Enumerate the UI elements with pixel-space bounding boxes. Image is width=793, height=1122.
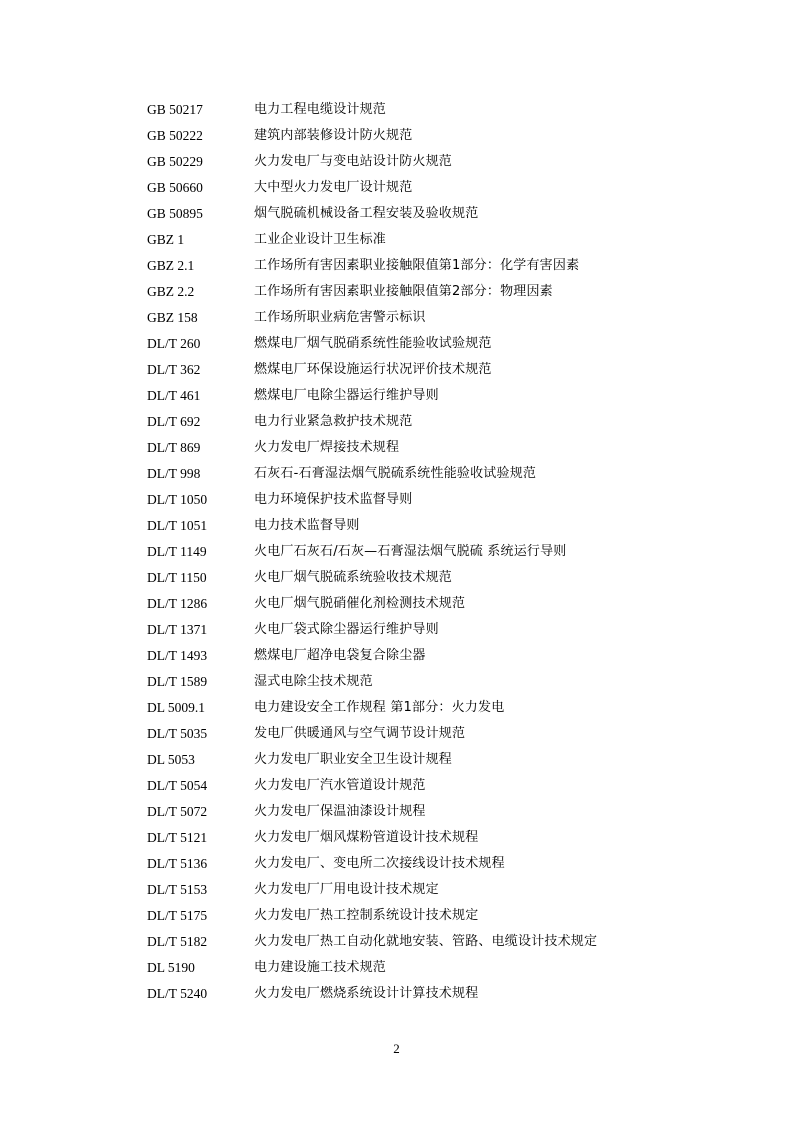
standard-title: 火力发电厂厂用电设计技术规定: [254, 882, 439, 897]
standard-code: DL/T 1589: [147, 674, 208, 689]
standard-code: DL/T 5175: [147, 908, 208, 923]
standard-title: 火力发电厂职业安全卫生设计规程: [254, 752, 453, 767]
standard-code: DL/T 692: [147, 414, 201, 429]
list-item: [147, 565, 707, 591]
list-item: [147, 773, 707, 799]
list-item: [147, 409, 707, 435]
standard-title: 工作场所有害因素职业接触限值第2部分：物理因素: [254, 284, 553, 299]
standard-code: GBZ 2.2: [147, 284, 195, 299]
standard-title: 烟气脱硫机械设备工程安装及验收规范: [254, 206, 479, 221]
list-item: [147, 851, 707, 877]
standard-title: 燃煤电厂环保设施运行状况评价技术规范: [254, 362, 492, 377]
standard-code: DL/T 5035: [147, 726, 208, 741]
standard-code: DL/T 1149: [147, 544, 207, 559]
list-item: [147, 461, 707, 487]
list-item: [147, 227, 707, 253]
list-item: [147, 591, 707, 617]
list-item: [147, 747, 707, 773]
standard-code: DL/T 1051: [147, 518, 208, 533]
list-item: [147, 617, 707, 643]
standard-title: 电力建设安全工作规程 第1部分：火力发电: [254, 700, 505, 715]
list-item: [147, 487, 707, 513]
standard-code: DL/T 1286: [147, 596, 208, 611]
list-item: [147, 903, 707, 929]
list-item: [147, 669, 707, 695]
standard-code: DL/T 1493: [147, 648, 208, 663]
standard-code: DL/T 5054: [147, 778, 208, 793]
standard-code: GBZ 1: [147, 232, 185, 247]
standard-code: DL/T 5121: [147, 830, 208, 845]
standard-title: 火力发电厂焊接技术规程: [254, 440, 400, 455]
standard-title: 工作场所职业病危害警示标识: [254, 310, 426, 325]
standard-title: 电力环境保护技术监督导则: [254, 492, 413, 507]
standard-title: 发电厂供暖通风与空气调节设计规范: [254, 726, 466, 741]
standard-title: 大中型火力发电厂设计规范: [254, 180, 413, 195]
standard-code: DL/T 1371: [147, 622, 208, 637]
standard-code: DL/T 5072: [147, 804, 208, 819]
standard-code: GB 50222: [147, 128, 203, 143]
standard-code: GB 50217: [147, 102, 203, 117]
standard-code: GB 50895: [147, 206, 203, 221]
list-item: [147, 955, 707, 981]
standards-list: [147, 97, 707, 1007]
page-number: 2: [393, 1041, 400, 1056]
standard-code: DL/T 260: [147, 336, 201, 351]
standard-title: 工业企业设计卫生标准: [254, 232, 387, 247]
standard-code: DL/T 461: [147, 388, 201, 403]
standard-code: GB 50229: [147, 154, 203, 169]
standard-code: GBZ 2.1: [147, 258, 195, 273]
list-item: [147, 279, 707, 305]
list-item: [147, 825, 707, 851]
standard-code: GB 50660: [147, 180, 203, 195]
standard-title: 工作场所有害因素职业接触限值第1部分：化学有害因素: [254, 258, 580, 273]
list-item: [147, 175, 707, 201]
standard-code: DL/T 5182: [147, 934, 208, 949]
standard-title: 燃煤电厂烟气脱硝系统性能验收试验规范: [254, 336, 492, 351]
list-item: [147, 695, 707, 721]
standard-title: 电力工程电缆设计规范: [254, 102, 387, 117]
list-item: [147, 305, 707, 331]
standard-title: 电力行业紧急救护技术规范: [254, 414, 413, 429]
list-item: [147, 981, 707, 1007]
list-item: [147, 643, 707, 669]
list-item: [147, 201, 707, 227]
list-item: [147, 331, 707, 357]
standard-code: DL/T 5240: [147, 986, 208, 1001]
standard-code: GBZ 158: [147, 310, 198, 325]
list-item: [147, 539, 707, 565]
standard-title: 火电厂袋式除尘器运行维护导则: [254, 622, 439, 637]
standard-title: 火力发电厂与变电站设计防火规范: [254, 154, 453, 169]
standard-code: DL/T 5136: [147, 856, 208, 871]
standard-title: 火力发电厂汽水管道设计规范: [254, 778, 426, 793]
standard-title: 石灰石-石膏湿法烟气脱硫系统性能验收试验规范: [254, 466, 537, 481]
list-item: [147, 149, 707, 175]
standard-title: 火电厂烟气脱硫系统验收技术规范: [254, 570, 453, 585]
list-item: [147, 721, 707, 747]
standard-title: 火电厂石灰石/石灰—石膏湿法烟气脱硫 系统运行导则: [254, 544, 567, 559]
standard-code: DL 5190: [147, 960, 195, 975]
list-item: [147, 123, 707, 149]
list-item: [147, 383, 707, 409]
list-item: [147, 435, 707, 461]
standard-title: 燃煤电厂电除尘器运行维护导则: [254, 388, 439, 403]
list-item: [147, 513, 707, 539]
list-item: [147, 799, 707, 825]
list-item: [147, 877, 707, 903]
standard-title: 火力发电厂燃烧系统设计计算技术规程: [254, 986, 479, 1001]
standard-code: DL/T 1150: [147, 570, 207, 585]
standard-title: 火力发电厂、变电所二次接线设计技术规程: [254, 856, 505, 871]
standard-title: 火力发电厂保温油漆设计规程: [254, 804, 426, 819]
standard-code: DL/T 362: [147, 362, 201, 377]
standard-title: 燃煤电厂超净电袋复合除尘器: [254, 648, 426, 663]
standard-title: 火力发电厂热工自动化就地安装、管路、电缆设计技术规定: [254, 934, 598, 949]
list-item: [147, 253, 707, 279]
standard-code: DL 5053: [147, 752, 195, 767]
standard-title: 电力建设施工技术规范: [254, 960, 387, 975]
standard-title: 湿式电除尘技术规范: [254, 674, 373, 689]
standard-code: DL/T 1050: [147, 492, 208, 507]
standard-title: 火电厂烟气脱硝催化剂检测技术规范: [254, 596, 466, 611]
standard-code: DL/T 869: [147, 440, 201, 455]
standard-title: 火力发电厂热工控制系统设计技术规定: [254, 908, 479, 923]
list-item: [147, 97, 707, 123]
list-item: [147, 929, 707, 955]
standard-title: 电力技术监督导则: [254, 518, 360, 533]
standard-title: 建筑内部装修设计防火规范: [254, 128, 413, 143]
standard-code: DL 5009.1: [147, 700, 205, 715]
standard-code: DL/T 5153: [147, 882, 208, 897]
list-item: [147, 357, 707, 383]
standard-code: DL/T 998: [147, 466, 201, 481]
standard-title: 火力发电厂烟风煤粉管道设计技术规程: [254, 830, 479, 845]
